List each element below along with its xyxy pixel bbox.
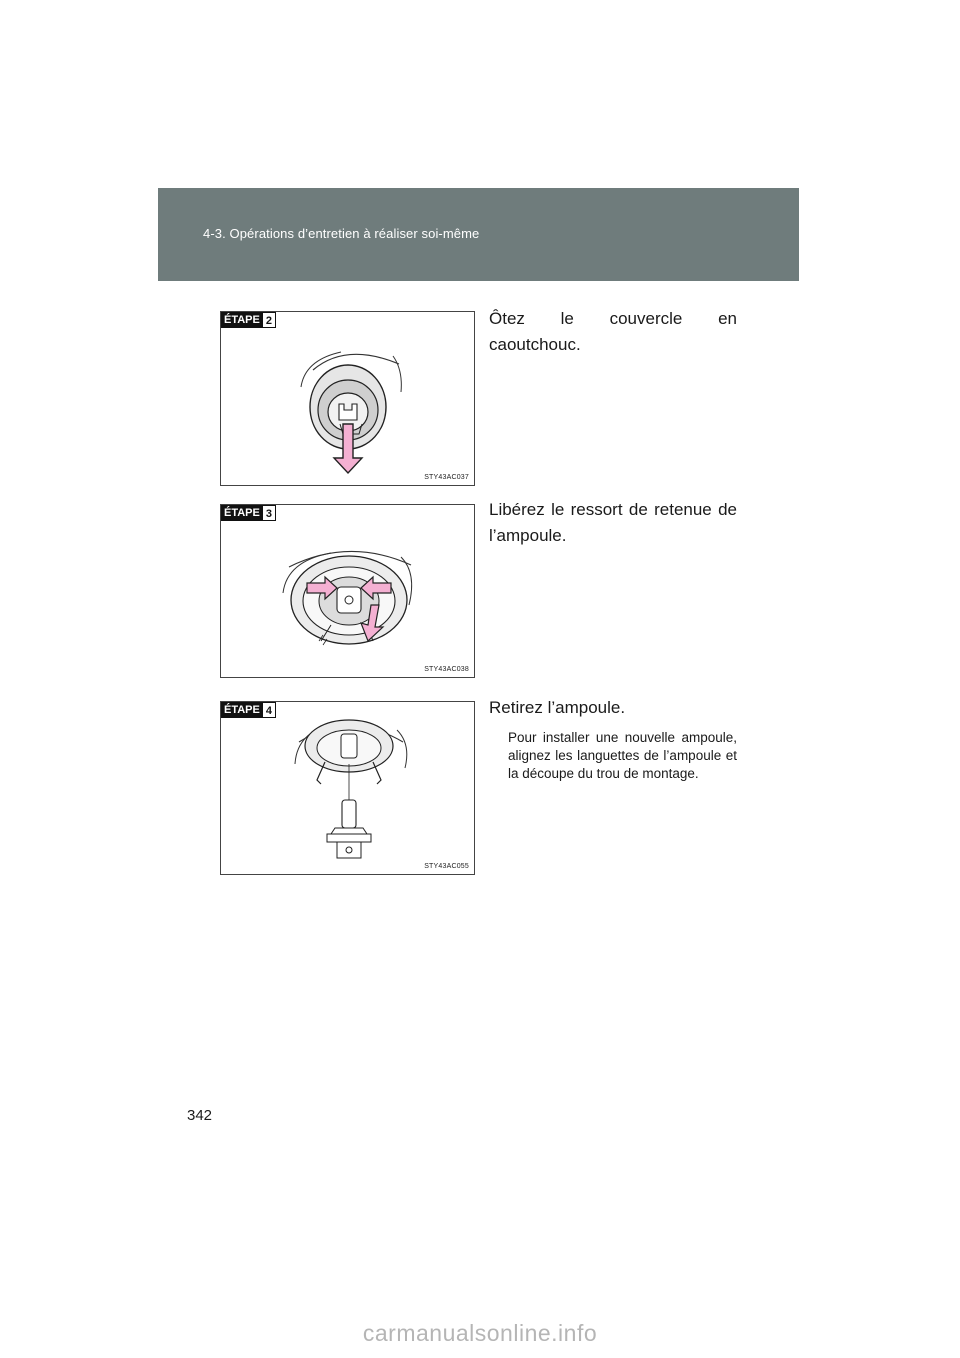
step-number: 3 <box>263 505 276 521</box>
step-number: 4 <box>263 702 276 718</box>
retaining-spring-illustration <box>221 505 474 677</box>
figure-code: STY43AC038 <box>424 666 469 673</box>
figure-code: STY43AC055 <box>424 863 469 870</box>
step-badge <box>221 702 276 718</box>
section-header <box>158 188 799 281</box>
step-4-instruction: Retirez l’ampoule. <box>489 698 626 717</box>
step-word: ÉTAPE <box>221 312 263 328</box>
figure-remove-bulb <box>220 701 475 875</box>
step-2-word: Ôtez <box>489 309 525 328</box>
step-4-note: Pour installer une nouvelle ampoule, alignez les languettes de l’ampoule et la découpe du trou de montage. <box>508 730 737 781</box>
watermark: carmanualsonline.info <box>362 1320 598 1346</box>
step-badge <box>221 312 276 328</box>
step-badge <box>221 505 276 521</box>
step-2-line2: caoutchouc. <box>489 335 581 354</box>
step-2-word: le <box>560 309 574 328</box>
step-3-instruction: Libérez le ressort de retenue de l’ampoule. <box>489 500 737 545</box>
step-2-word: en <box>718 309 737 328</box>
rubber-cover-illustration <box>221 312 474 485</box>
figure-remove-rubber-cover <box>220 311 475 486</box>
figure-code: STY43AC037 <box>424 474 469 481</box>
step-word: ÉTAPE <box>221 505 263 521</box>
step-word: ÉTAPE <box>221 702 263 718</box>
step-2-word: couvercle <box>609 309 683 328</box>
bulb-removal-illustration <box>221 702 474 874</box>
step-number: 2 <box>263 312 276 328</box>
figure-release-retaining-spring <box>220 504 475 678</box>
page-number: 342 <box>187 1107 213 1124</box>
section-title: 4-3. Opérations d’entretien à réaliser soi-même <box>203 226 480 241</box>
step-2-instruction <box>489 306 737 358</box>
